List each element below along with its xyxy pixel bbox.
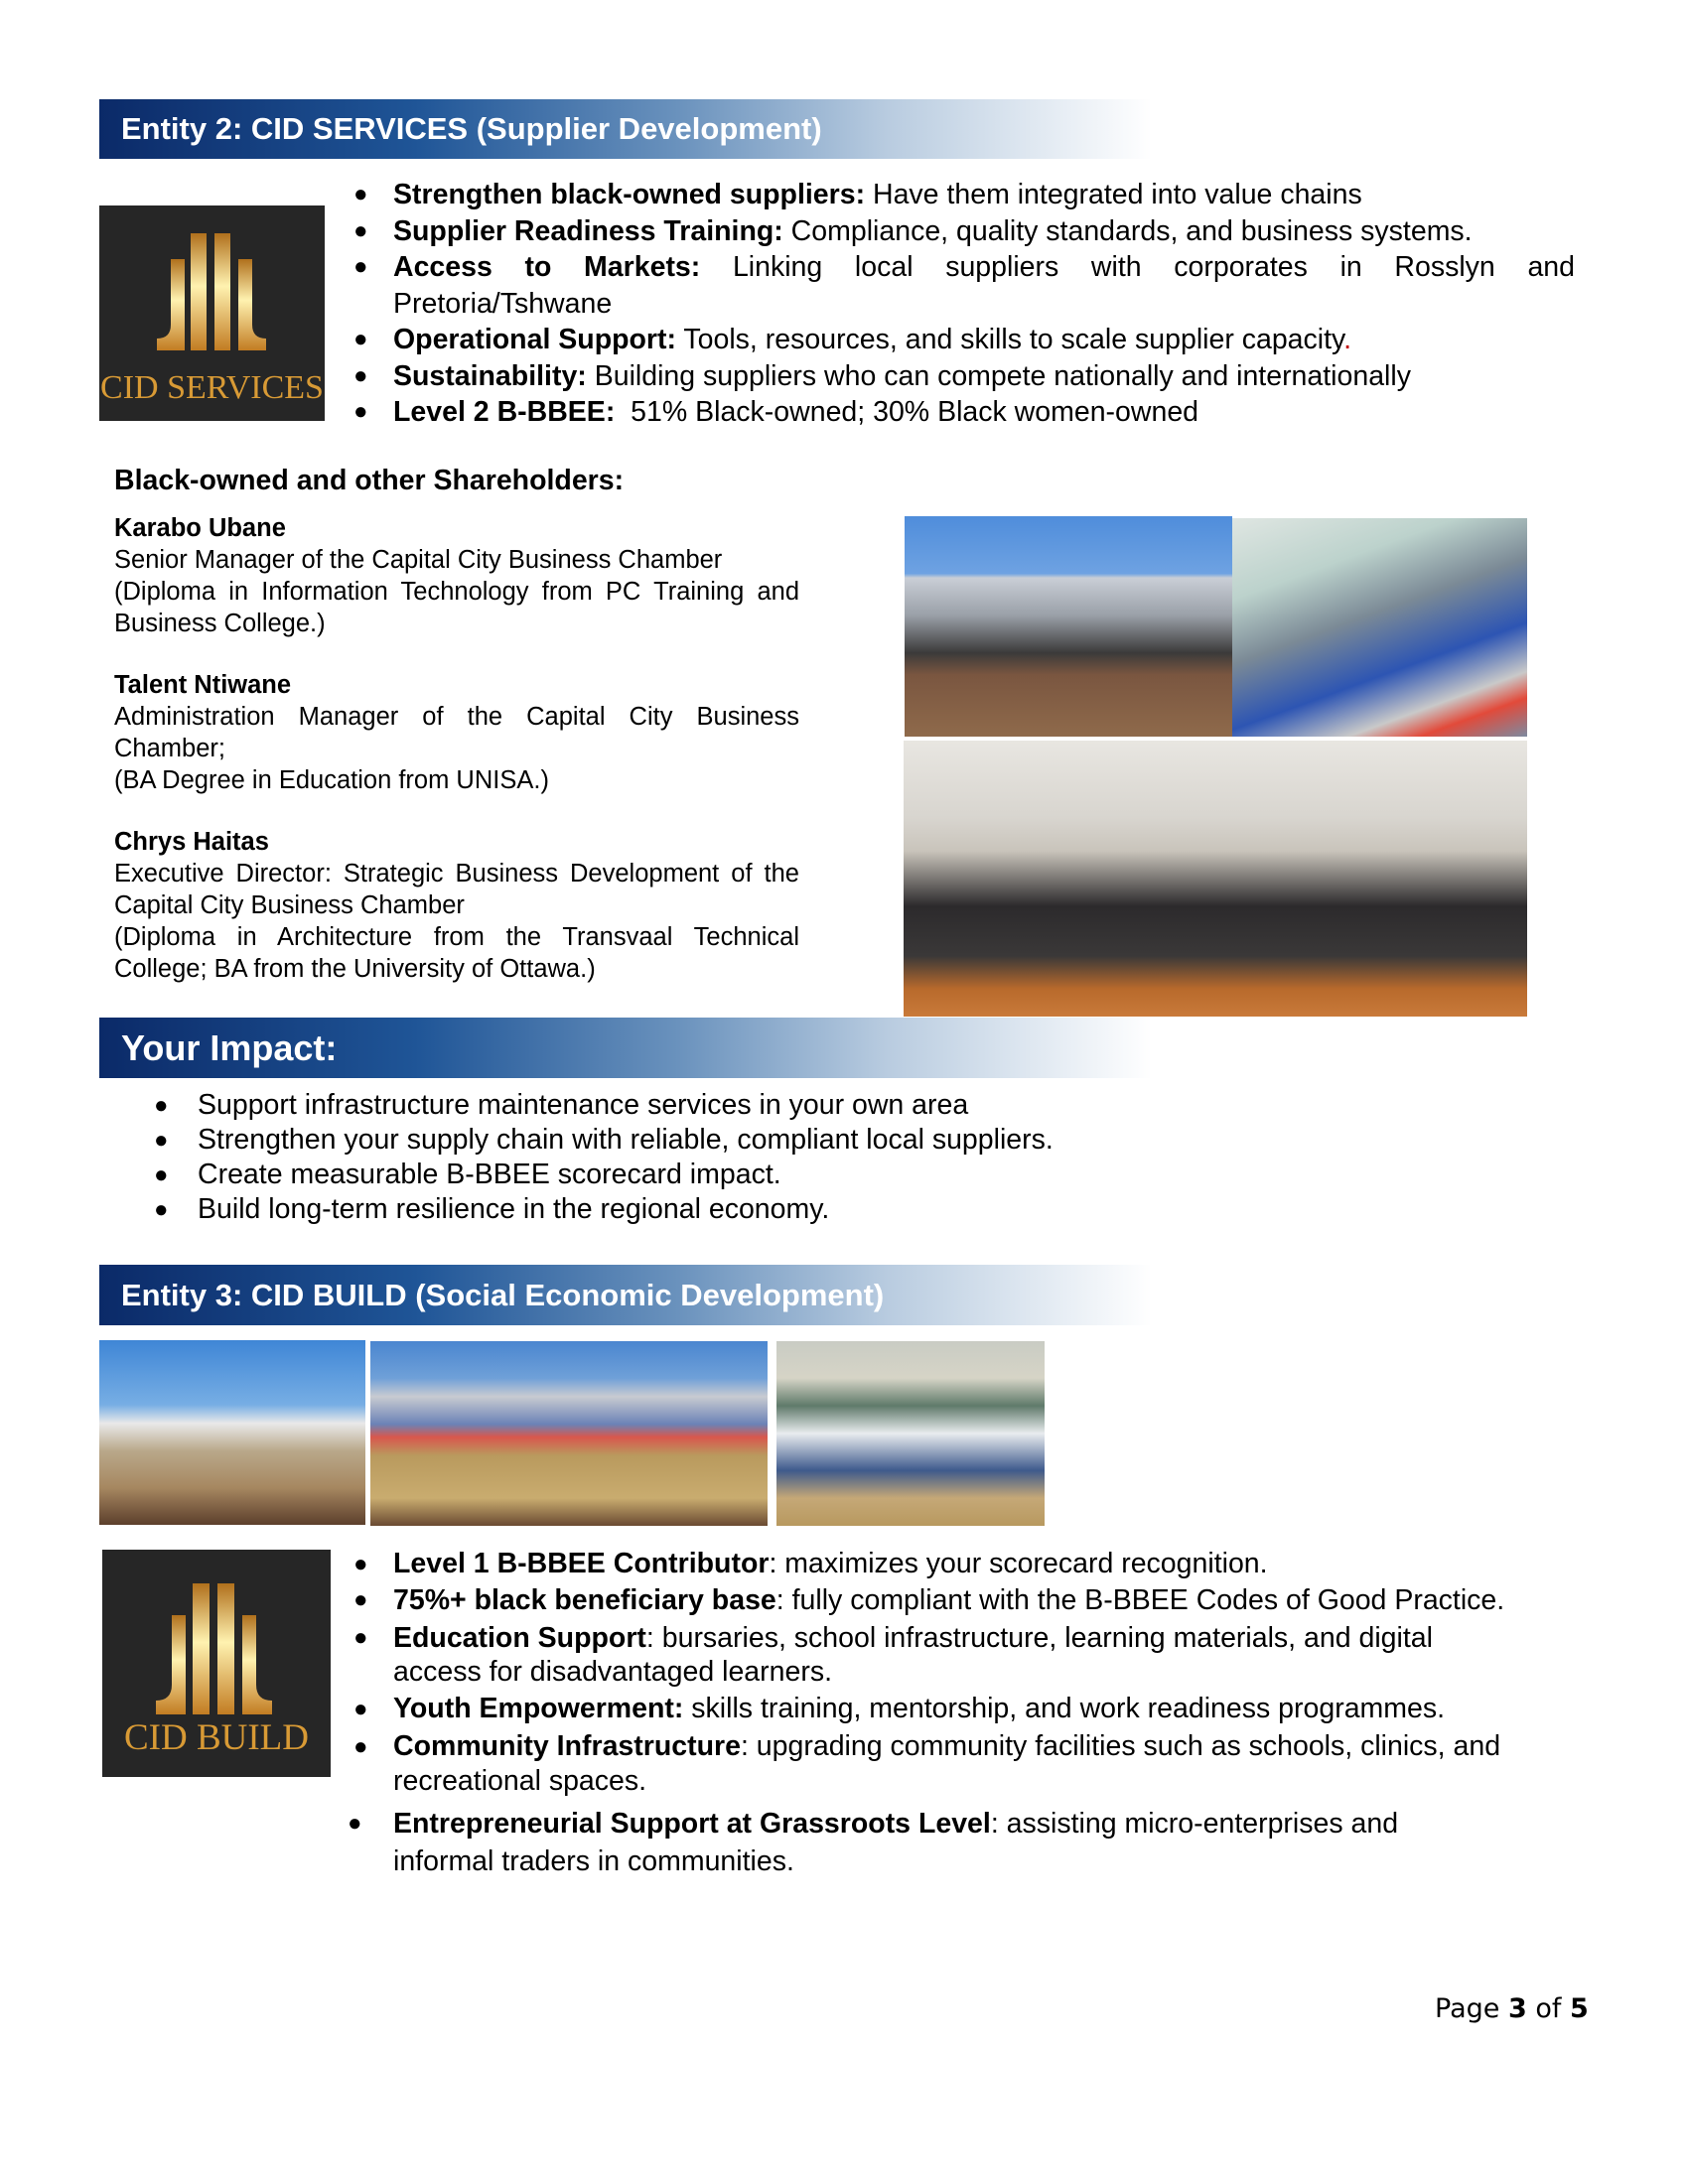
entity2-bullet-list bbox=[353, 177, 1575, 431]
list-item: ● Operational Support: Tools, resources, and skills to scale supplier capacity. bbox=[393, 322, 1575, 358]
cid-build-logo bbox=[102, 1550, 331, 1777]
list-item: ● Youth Empowerment: skills training, mentorship, and work readiness programmes. bbox=[393, 1691, 1525, 1727]
list-item: ● Strengthen your supply chain with reliable, compliant local suppliers. bbox=[154, 1124, 1054, 1156]
photo-workers-digging bbox=[370, 1341, 768, 1526]
shareholder-name: Chrys Haitas bbox=[114, 828, 269, 856]
entity3-banner bbox=[99, 1265, 1152, 1325]
impact-bullet-list bbox=[154, 1088, 1488, 1227]
bullet-icon: ● bbox=[353, 1586, 368, 1613]
bullet-icon: ● bbox=[353, 326, 368, 352]
bullet-icon: ● bbox=[353, 361, 368, 389]
shareholders-heading: Black-owned and other Shareholders: bbox=[114, 465, 625, 496]
shareholder-entry bbox=[114, 512, 799, 639]
shareholder-entry bbox=[114, 826, 799, 985]
shareholder-education: (Diploma in Information Technology from PC Training and Business College.) bbox=[114, 578, 799, 637]
impact-title: Your Impact: bbox=[121, 1026, 338, 1068]
list-item: ● Level 2 B-BBEE: 51% Black-owned; 30% Black women-owned bbox=[393, 394, 1575, 431]
photo-tree-planting-pair bbox=[99, 1340, 365, 1525]
list-item: ● Entrepreneurial Support at Grassroots Level: assisting micro-enterprises and informal traders in communities. bbox=[393, 1805, 1466, 1880]
shareholder-role: Executive Director: Strategic Business Development of the Capital City Business Chamber bbox=[114, 860, 799, 919]
list-item: ● Strengthen black-owned suppliers: Have them integrated into value chains bbox=[393, 177, 1575, 213]
bullet-icon: ● bbox=[353, 216, 368, 244]
impact-banner bbox=[99, 1018, 1152, 1078]
list-item: ● Support infrastructure maintenance services in your own area bbox=[154, 1089, 969, 1121]
list-item: ● Education Support: bursaries, school infrastructure, learning materials, and digital access for disadvantaged learners. bbox=[353, 1622, 1433, 1688]
bullet-icon: ● bbox=[353, 1624, 368, 1651]
page-number: Page 3 of 5 bbox=[1435, 1993, 1589, 2024]
bullet-icon: ● bbox=[154, 1127, 169, 1154]
bullet-icon: ● bbox=[154, 1196, 169, 1223]
bullet-icon: ● bbox=[353, 1551, 368, 1577]
bullet-icon: ● bbox=[353, 253, 368, 280]
photo-boardroom-group bbox=[904, 741, 1527, 1017]
bullet-icon: ● bbox=[353, 181, 368, 207]
cid-services-logo bbox=[99, 205, 325, 421]
entity3-bullet-list bbox=[348, 1547, 1525, 1880]
entity3-title: Entity 3: CID BUILD (Social Economic Development) bbox=[121, 1277, 885, 1312]
photo-seated-audience bbox=[1232, 518, 1527, 737]
list-item: ● Build long-term resilience in the regional economy. bbox=[154, 1193, 830, 1225]
list-item: ● Supplier Readiness Training: Compliance, quality standards, and business systems. bbox=[393, 213, 1575, 250]
list-item: ● Sustainability: Building suppliers who can compete nationally and internationally bbox=[393, 358, 1575, 395]
list-item: ● Level 1 B-BBEE Contributor: maximizes your scorecard recognition. bbox=[353, 1548, 1268, 1579]
bullet-icon: ● bbox=[353, 1696, 368, 1722]
bullet-icon: ● bbox=[154, 1092, 169, 1119]
shareholder-name: Karabo Ubane bbox=[114, 514, 286, 542]
photo-group-with-seedlings bbox=[776, 1341, 1045, 1526]
bullet-icon: ● bbox=[154, 1161, 169, 1188]
entity2-banner bbox=[99, 99, 1152, 159]
shareholder-role: Senior Manager of the Capital City Business Chamber bbox=[114, 546, 723, 574]
list-item: ● Create measurable B-BBEE scorecard impact. bbox=[154, 1159, 781, 1190]
bullet-icon: ● bbox=[348, 1810, 362, 1837]
shareholder-entry bbox=[114, 669, 799, 796]
list-item: ● Community Infrastructure: upgrading community facilities such as schools, clinics, and recreational spaces. bbox=[353, 1730, 1501, 1797]
bullet-icon: ● bbox=[353, 1733, 368, 1760]
shareholder-role: Administration Manager of the Capital City Business Chamber; bbox=[114, 703, 799, 762]
shareholder-name: Talent Ntiwane bbox=[114, 671, 292, 699]
cid-services-logo-text: CID SERVICES bbox=[100, 369, 324, 406]
bullet-icon: ● bbox=[353, 398, 368, 425]
entity2-title: Entity 2: CID SERVICES (Supplier Development) bbox=[121, 111, 822, 146]
list-item: ● Access to Markets: Linking local suppliers with corporates in Rosslyn and Pretoria/Tshwane bbox=[353, 251, 1575, 320]
shareholder-education: (BA Degree in Education from UNISA.) bbox=[114, 766, 549, 794]
cid-build-logo-text: CID BUILD bbox=[123, 1717, 309, 1758]
list-item: ● 75%+ black beneficiary base: fully compliant with the B-BBEE Codes of Good Practice. bbox=[353, 1584, 1505, 1616]
shareholder-education: (Diploma in Architecture from the Transvaal Technical College; BA from the University of Ottawa.) bbox=[114, 923, 799, 983]
photo-tree-planting-truck-depot bbox=[905, 516, 1232, 737]
